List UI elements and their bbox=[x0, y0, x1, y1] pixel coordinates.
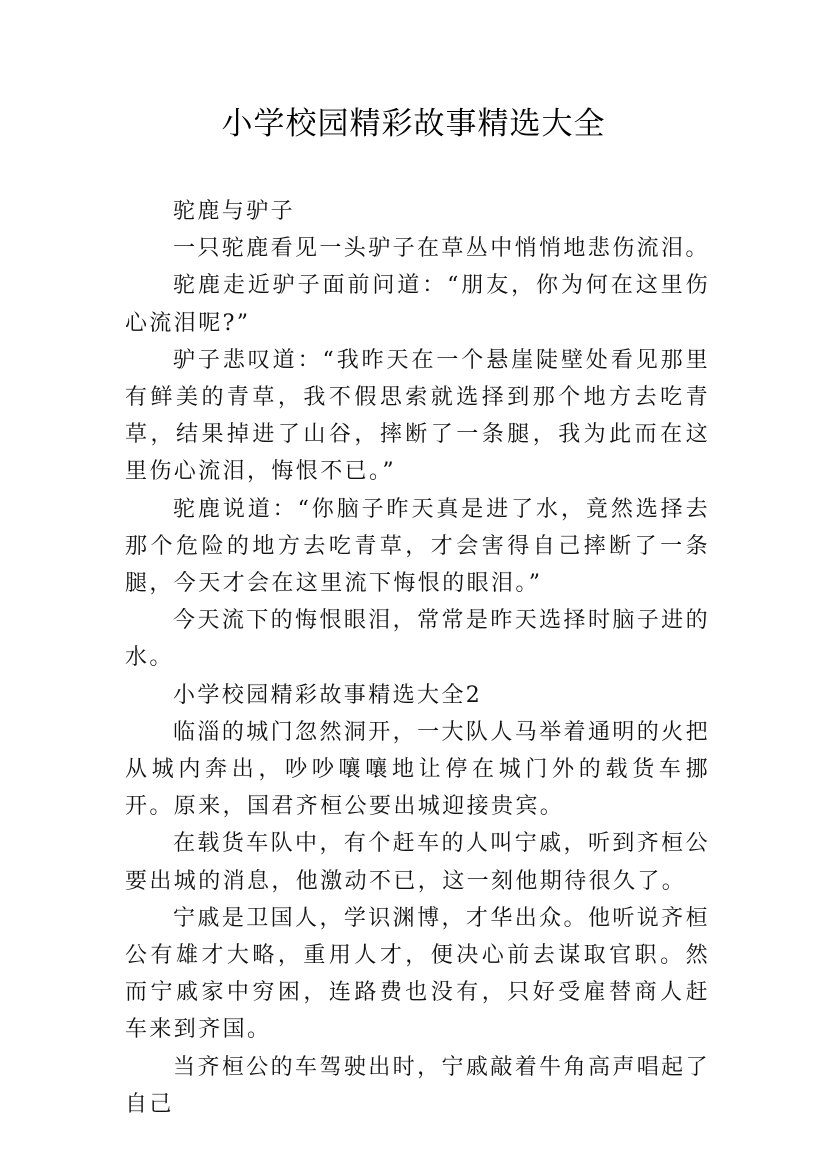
paragraph: 当齐桓公的车驾驶出时，宁戚敲着牛角高声唱起了自己 bbox=[125, 1054, 710, 1117]
paragraph: 在载货车队中，有个赶车的人叫宁戚，听到齐桓公要出城的消息，他激动不已，这一刻他期待很久了。 bbox=[125, 831, 710, 894]
paragraph: 临淄的城门忽然洞开，一大队人马举着通明的火把从城内奔出，吵吵嚷嚷地让停在城门外的载货车挪开。原来，国君齐桓公要出城迎接贵宾。 bbox=[125, 719, 710, 820]
paragraph: 宁戚是卫国人，学识渊博，才华出众。他听说齐桓公有雄才大略，重用人才，便决心前去谋取官职。然而宁戚家中穷困，连路费也没有，只好受雇替商人赶车来到齐国。 bbox=[125, 905, 710, 1043]
paragraph: 驴子悲叹道：“我昨天在一个悬崖陡壁处看见那里有鲜美的青草，我不假思索就选择到那个地方去吃青草，结果掉进了山谷，摔断了一条腿，我为此而在这里伤心流泪，悔恨不已。” bbox=[125, 347, 710, 485]
document-body bbox=[125, 193, 710, 1123]
paragraph: 驼鹿走近驴子面前问道：“朋友，你为何在这里伤心流泪呢?” bbox=[125, 273, 710, 336]
paragraph: 驼鹿说道：“你脑子昨天真是进了水，竟然选择去那个危险的地方去吃青草，才会害得自己摔断了一条腿，今天才会在这里流下悔恨的眼泪。” bbox=[125, 496, 710, 597]
paragraph-story-1-title: 驼鹿与驴子 bbox=[173, 199, 296, 224]
document-title: 小学校园精彩故事精选大全 bbox=[221, 106, 606, 142]
paragraph: 今天流下的悔恨眼泪，常常是昨天选择时脑子进的水。 bbox=[125, 608, 710, 671]
paragraph-story-2-title: 小学校园精彩故事精选大全2 bbox=[173, 682, 483, 708]
paragraph: 一只驼鹿看见一头驴子在草丛中悄悄地悲伤流泪。 bbox=[173, 236, 710, 262]
